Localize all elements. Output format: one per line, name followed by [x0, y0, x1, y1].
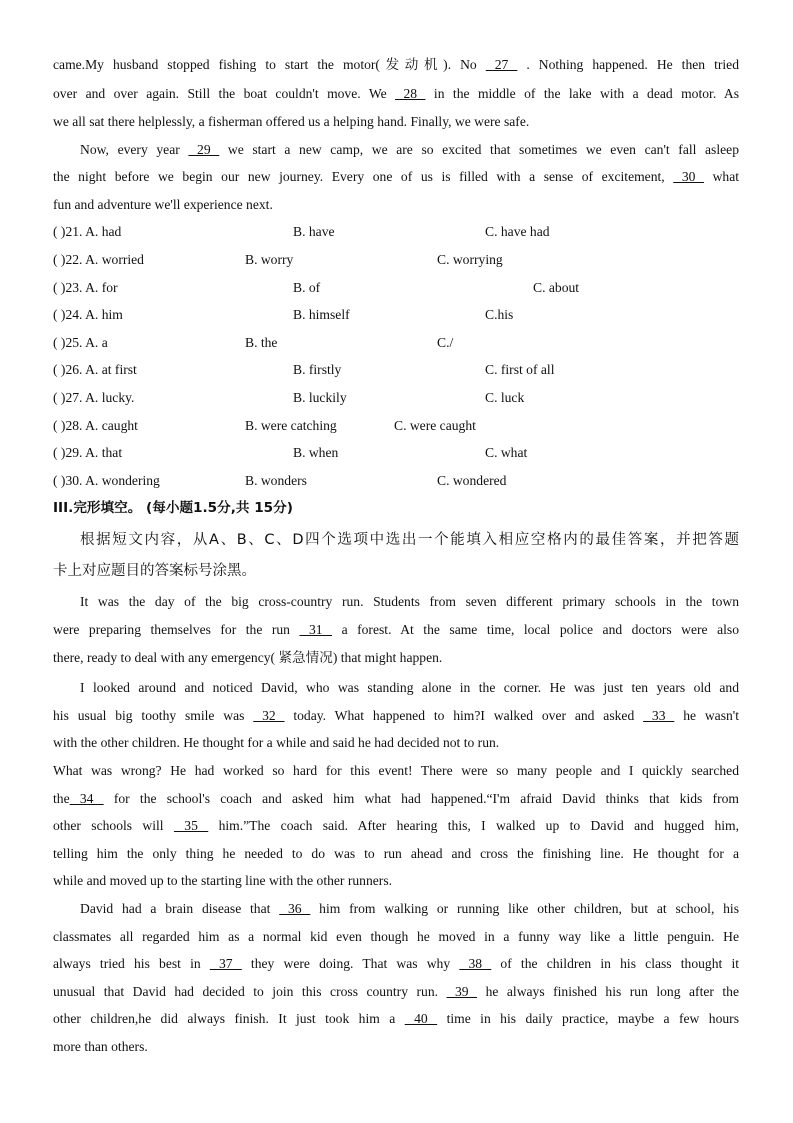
passage2-line: It was the day of the big cross-country run. Students from seven different primary schools in the town [80, 594, 739, 609]
question-option-c: C. were caught [394, 418, 476, 433]
question-option-b: B. himself [293, 307, 350, 322]
question-option-a: ( )28. A. caught [53, 418, 138, 433]
question-row [53, 223, 739, 241]
question-option-b: B. luckily [293, 390, 347, 405]
question-option-a: ( )29. A. that [53, 445, 123, 460]
passage2-line: the 34 for the school's coach and asked him what had happened.“I'm afraid David thinks that kids from [53, 791, 739, 806]
question-row [53, 334, 739, 352]
passage1-line: Now, every year 29 we start a new camp, we are so excited that sometimes we even can't fall asleep [80, 142, 739, 157]
question-row [53, 251, 739, 269]
blank-number: 37 [209, 956, 242, 971]
question-row [53, 389, 739, 407]
question-option-b: B. were catching [245, 418, 337, 433]
passage2-line: unusual that David had decided to join this cross country run. 39 he always finished his run long after the [53, 984, 740, 999]
blank-number: 28 [395, 86, 426, 101]
blank-number: 34 [69, 791, 104, 806]
passage2-line: What was wrong? He had worked so hard for this event! There were so many people and I quickly searched [53, 763, 739, 778]
question-option-c: C./ [437, 335, 454, 350]
question-option-a: ( )27. A. lucky. [53, 390, 135, 405]
blank-number: 33 [643, 708, 675, 723]
passage1-line: over and over again. Still the boat couldn't move. We 28 in the middle of the lake with a dead motor. As [53, 86, 740, 101]
passage1-line: came.My husband stopped fishing to start the motor(发动机). No 27 . Nothing happened. He then tried [53, 57, 739, 72]
question-row [53, 417, 739, 435]
question-option-c: C. what [485, 445, 528, 460]
blank-number: 35 [173, 818, 209, 833]
question-row [53, 444, 739, 462]
question-option-a: ( )30. A. wondering [53, 473, 160, 488]
question-option-b: B. wonders [245, 473, 307, 488]
passage1-line: fun and adventure we'll experience next. [53, 197, 273, 212]
question-option-a: ( )21. A. had [53, 224, 122, 239]
blank-number: 40 [404, 1011, 438, 1026]
question-option-c: C. luck [485, 390, 525, 405]
blank-number: 36 [279, 901, 311, 916]
question-option-a: ( )23. A. for [53, 280, 118, 295]
blank-number: 27 [485, 57, 518, 72]
blank-number: 31 [299, 622, 333, 637]
blank-number: 29 [188, 142, 220, 157]
blank-number: 30 [673, 169, 705, 184]
blank-number: 38 [459, 956, 492, 971]
question-option-c: C. first of all [485, 362, 555, 377]
question-row [53, 279, 739, 297]
question-option-c: C. wondered [437, 473, 507, 488]
passage2-line: were preparing themselves for the run 31 a forest. At the same time, local police and doctors were also [53, 622, 739, 637]
question-row [53, 306, 739, 324]
passage2-line: with the other children. He thought for a while and said he had decided not to run. [53, 735, 500, 750]
instructions-line: 根据短文内容，从A、B、C、D四个选项中选出一个能填入相应空格内的最佳答案，并把答题 [80, 532, 739, 548]
question-option-b: B. worry [245, 252, 294, 267]
question-option-b: B. when [293, 445, 339, 460]
instructions-line: 卡上对应题目的答案标号涂黑。 [53, 563, 256, 579]
section-heading: III.完形填空。 (每小题1.5分,共 15分) [53, 500, 293, 516]
question-option-a: ( )24. A. him [53, 307, 123, 322]
question-option-a: ( )26. A. at first [53, 362, 137, 377]
question-option-b: B. of [293, 280, 321, 295]
question-option-a: ( )22. A. worried [53, 252, 144, 267]
passage2-line: David had a brain disease that 36 him from walking or running like other children, but at school, his [80, 901, 739, 916]
question-option-a: ( )25. A. a [53, 335, 108, 350]
question-option-c: C.his [485, 307, 514, 322]
question-option-c: C. have had [485, 224, 550, 239]
passage2-line: more than others. [53, 1039, 148, 1054]
passage2-line: his usual big toothy smile was 32 today. What happened to him?I walked over and asked 33 he wasn't [53, 708, 740, 723]
blank-number: 32 [253, 708, 285, 723]
question-option-b: B. have [293, 224, 335, 239]
passage1-line: the night before we begin our new journey. Every one of us is filled with a sense of excitement, 30 what [53, 169, 740, 184]
passage2-line: classmates all regarded him as a normal kid even though he moved in a funny way like a little penguin. He [53, 929, 739, 944]
passage2-line: other schools will 35 him.”The coach said. After hearing this, I walked up to David and hugged him, [53, 818, 740, 833]
blank-number: 39 [446, 984, 478, 999]
question-row [53, 472, 739, 490]
question-option-b: B. firstly [293, 362, 342, 377]
passage2-line: there, ready to deal with any emergency( 紧急情况) that might happen. [53, 650, 443, 665]
question-option-c: C. worrying [437, 252, 503, 267]
question-option-b: B. the [245, 335, 278, 350]
passage2-line: while and moved up to the starting line with the other runners. [53, 873, 393, 888]
question-option-c: C. about [533, 280, 580, 295]
passage1-line: we all sat there helplessly, a fisherman offered us a helping hand. Finally, we were safe. [53, 114, 530, 129]
passage2-line: other children,he did always finish. It just took him a 40 time in his daily practice, maybe a few hours [53, 1011, 739, 1026]
question-row [53, 361, 739, 379]
passage2-line: telling him the only thing he needed to do was to run ahead and cross the finishing line. He thought for a [53, 846, 739, 861]
passage2-line: I looked around and noticed David, who was standing alone in the corner. He was just ten years old and [80, 680, 739, 695]
passage2-line: always tried his best in 37 they were doing. That was why 38 of the children in his class thought it [53, 956, 740, 971]
